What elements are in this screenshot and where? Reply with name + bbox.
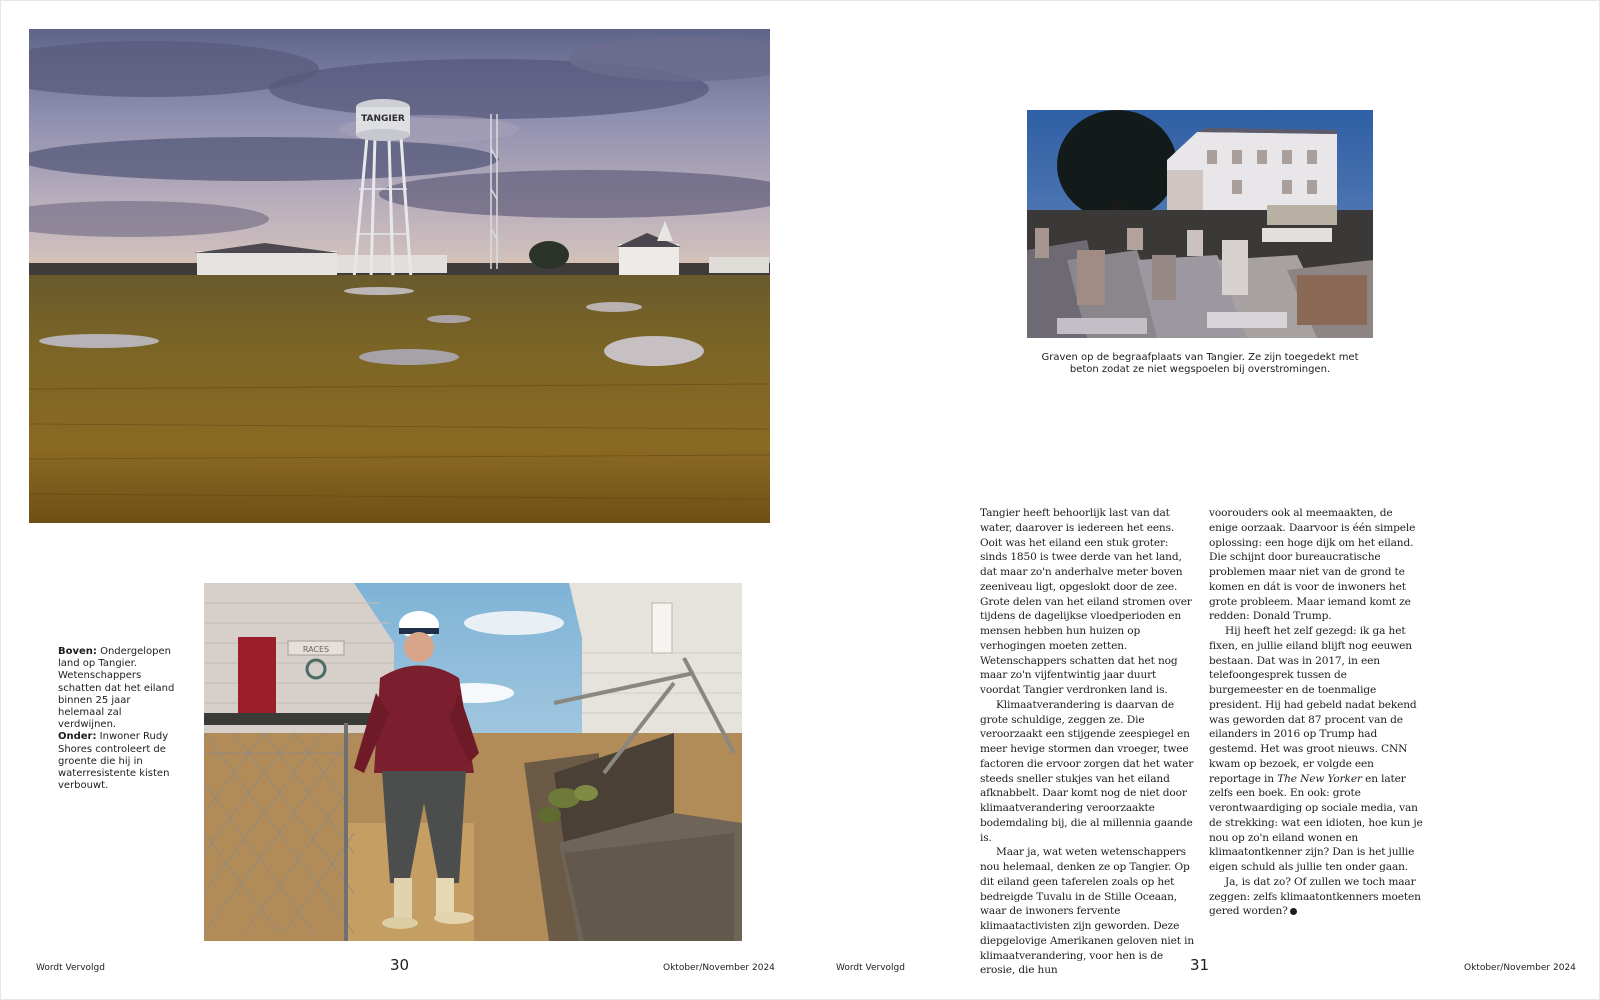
marsh-photo xyxy=(29,29,770,523)
publication-title: The New Yorker xyxy=(1277,772,1362,785)
footer-magazine-name: Wordt Vervolgd xyxy=(836,963,905,973)
garden-boxes-photo xyxy=(204,583,742,941)
article-paragraph: Tangier heeft behoorlijk last van dat water, daarover is iedereen het eens. Ooit was het eiland een stuk groter: sinds 1850 is twee derde van het land, dat maar zo'n anderhalve meter boven zeeniveau ligt, opgeslokt door de zee. Grote delen van het eiland stromen over tijdens de dagelijkse vloedperioden en mensen hebben hun huizen op verhogingen moeten zetten. Wetenschappers schatten dat het nog maar zo'n vijfentwintig jaar duurt voordat Tangier verdronken land is. xyxy=(980,507,1192,696)
article-paragraph: voorouders ook al meemaakten, de enige oorzaak. Daarvoor is één simpele oplossing: een hoge dijk om het eiland. Die schijnt door bureaucratische problemen maar niet van de grond te komen en dát is voor de inwoners het grote probleem. Maar iemand komt ze redden: Donald Trump. xyxy=(1209,507,1416,623)
footer-issue-date: Oktober/November 2024 xyxy=(663,963,775,973)
footer-issue-date: Oktober/November 2024 xyxy=(1464,963,1576,973)
caption-text-onder: Inwoner Rudy Shores controleert de groente die hij in waterresistente kisten verbouwt. xyxy=(58,731,170,792)
article-column-2 xyxy=(1209,506,1423,919)
caption-label-boven: Boven: xyxy=(58,646,97,657)
article-paragraph: Maar ja, wat weten wetenschappers nou helemaal, denken ze op Tangier. Op dit eiland geen taferelen zoals op het bedreigde Tuvalu in de Stille Oceaan, waar de inwoners fervente klimaatactivisten zijn geworden. Deze diepgelovige Amerikanen geloven niet in klimaatverandering, voor hen is de erosie, die hun xyxy=(980,846,1194,977)
article-text: Hij heeft het zelf gezegd: ik ga het fixen, en jullie eiland blijft nog eeuwen bestaan. Dat was in 2017, in een telefoongesprek tussen de burgemeester en de toenmalige president. Hij had gebeld nadat bekend was geworden dat 87 procent van de eilanders in 2016 op Trump had gestemd. Het was groot nieuws. CNN kwam op bezoek, er volgde een reportage in xyxy=(1209,625,1417,785)
house-sign-text: RACES xyxy=(302,645,330,654)
photo-caption-left xyxy=(58,646,176,792)
water-tower-text: TANGIER xyxy=(361,114,405,124)
page-number: 31 xyxy=(1190,956,1210,974)
cemetery-photo xyxy=(1027,110,1373,338)
article-column-1 xyxy=(980,506,1194,978)
page-number: 30 xyxy=(390,956,410,974)
article-paragraph xyxy=(1209,875,1423,919)
caption-label-onder: Onder: xyxy=(58,731,97,743)
article-paragraph: Klimaatverandering is daarvan de grote schuldige, zeggen ze. Die veroorzaakt een stijgende zeespiegel en meer hevige stormen dan vroeger, twee factoren die ervoor zorgen dat het water steeds sneller stukjes van het eiland afknabbelt. Daar komt nog de niet door klimaatverandering veroorzaakte bodemdaling bij, die al millennia gaande is. xyxy=(980,698,1194,844)
cemetery-caption: Graven op de begraafplaats van Tangier. Ze zijn toegedekt met beton zodat ze niet wegspoelen bij overstromingen. xyxy=(1041,352,1359,376)
article-text: Ja, is dat zo? Of zullen we toch maar zeggen: zelfs klimaatontkenners moeten gered worden? xyxy=(1209,875,1421,918)
caption-text-boven: Ondergelopen land op Tangier. Wetenschappers schatten dat het eiland binnen 25 jaar helemaal zal verdwijnen. xyxy=(58,646,175,731)
article-paragraph xyxy=(1209,624,1423,875)
footer-magazine-name: Wordt Vervolgd xyxy=(36,963,105,973)
end-mark-icon xyxy=(1290,908,1297,915)
article-text: en later zelfs een boek. En ook: grote verontwaardiging op sociale media, van de strekking: wat een idioten, hoe kun je nou op zo'n eiland wonen en klimaatontkenner zijn? Dan is het jullie eigen schuld als jullie ten onder gaan. xyxy=(1209,772,1423,873)
